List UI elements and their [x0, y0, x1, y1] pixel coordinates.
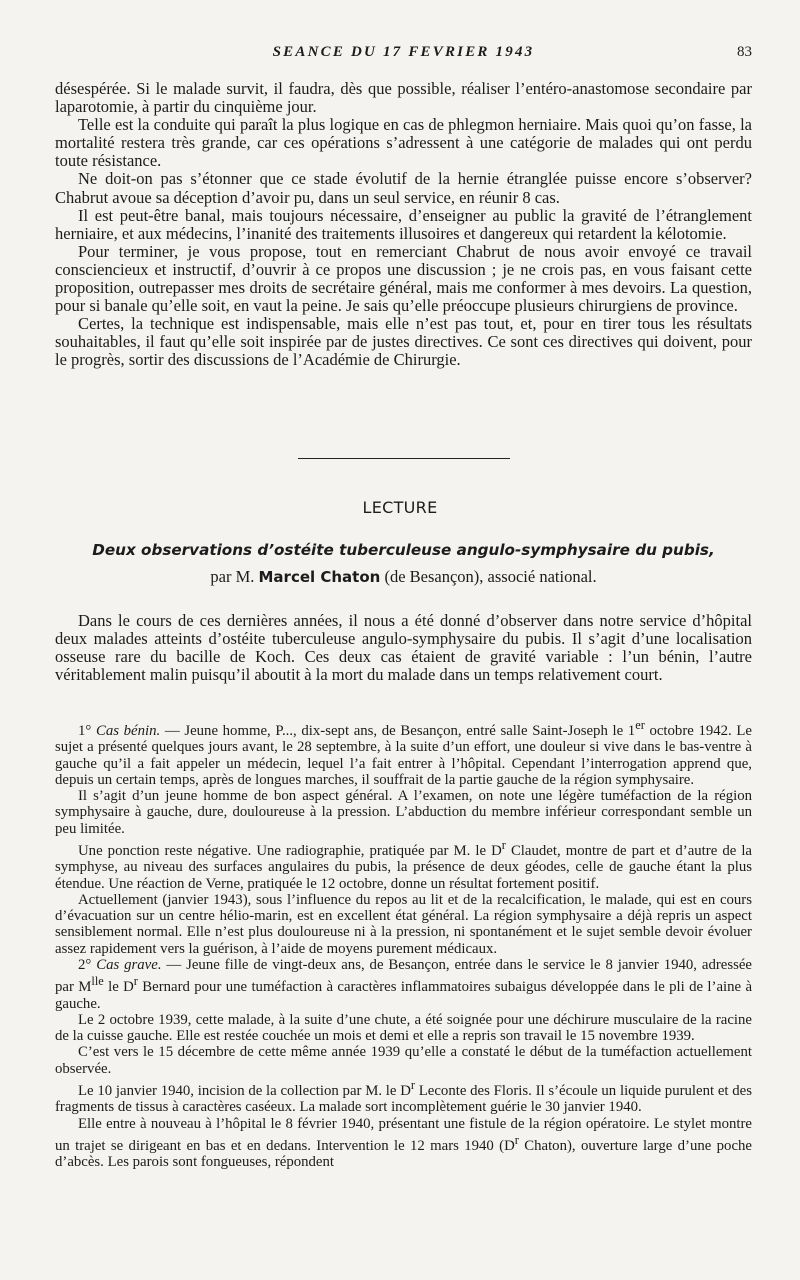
case-reports	[55, 717, 752, 1170]
superscript: r	[133, 974, 138, 989]
case2-number: 2°	[78, 957, 92, 973]
text-run: Le 10 janvier 1940, incision de la collection par M. le D	[78, 1082, 411, 1099]
paragraph: Telle est la conduite qui paraît la plus logique en cas de phlegmon herniaire. Mais quoi qu’on fasse, la mortalité restera très grande, car ces opérations s’adressent à une catégorie de malades qui ont perdu toute résistance.	[55, 115, 752, 171]
text-run: Leconte des Floris. Il s’écoule un liquide purulent et des fragments de tissus à caractères caséeux. La malade sort incomplètement guérie le 30 janvier 1940.	[55, 1082, 752, 1116]
case1-paragraph	[55, 837, 752, 892]
case2-paragraph	[55, 1116, 752, 1171]
case1-paragraph: Il s’agit d’un jeune homme de bon aspect général. A l’examen, on note une légère tuméfaction de la région symphysaire à gauche, dure, douloureuse à la pression. L’abduction du membre inférieur correspondant semble un peu limitée.	[55, 788, 752, 837]
text-run: Chaton), ouverture large d’une poche d’abcès. Les parois sont fongueuses, répondent	[55, 1137, 752, 1171]
superscript: lle	[91, 974, 104, 989]
superscript: r	[501, 838, 506, 852]
case1-label: Cas bénin.	[95, 722, 161, 739]
superscript: er	[635, 718, 645, 732]
case2-paragraph: C’est vers le 15 décembre de cette même année 1939 qu’elle a constaté le début de la tuméfaction actuellement observée.	[55, 1044, 752, 1077]
case1-paragraph: Actuellement (janvier 1943), sous l’influence du repos au lit et de la recalcification, le malade, qui est en cours d’évacuation sur un centre hélio-marin, est en excellent état général. La région symphysaire a déjà repris un aspect sensiblement normal. Elle n’est plus douloureuse ni à la pression, ni spontanément et le sujet semble devoir évoluer assez rapidement vers la guérison, à l’aide de moyens purement médicaux.	[55, 891, 752, 957]
paragraph: désespérée. Si le malade survit, il faudra, dès que possible, réaliser l’entéro-anastomose secondaire par laparotomie, à partir du cinquième jour.	[55, 79, 752, 117]
text-run: Elle entre à nouveau à l’hôpital le 8 février 1940, présentant une fistule de la région opératoire. Le stylet montre un trajet se dirigeant en bas et en dedans. Intervention le 12 mars 1940 (D	[55, 1115, 752, 1154]
paragraph: Il est peut-être banal, mais toujours nécessaire, d’enseigner au public la gravité de l’étranglement herniaire, et aux médecins, l’inanité des traitements illusoires et dangereux qui retardent la kélotomie.	[55, 205, 752, 243]
intro-paragraph: Dans le cours de ces dernières années, il nous a été donné d’observer dans notre service d’hôpital deux malades atteints d’ostéite tuberculeuse angulo-symphysaire du pubis. Il s’agit d’une localisation osseuse rare du bacille de Koch. Ces deux cas étaient de gravité variable : l’un bénin, l’autre véritablement malin puisqu’il aboutit à la mort du malade dans un temps relativement court.	[55, 611, 752, 685]
section-heading: LECTURE	[362, 498, 438, 517]
paragraph: Certes, la technique est indispensable, mais elle n’est pas tout, et, pour en tirer tous les résultats souhaitables, il faut qu’elle soit inspirée par de justes directives. Ce sont ces directives qui doivent, pour le progrès, sortir des discussions de l’Académie de Chirurgie.	[55, 314, 752, 370]
running-header	[55, 44, 752, 66]
report-conclusion-text	[55, 80, 752, 370]
text-run: Bernard pour une tuméfaction à caractères inflammatoires subaigus développée dans le pli de l’aine à gauche.	[55, 979, 753, 1012]
article-title: Deux observations d’ostéite tuberculeuse angulo-symphysaire du pubis,	[92, 541, 715, 559]
superscript: r	[410, 1078, 416, 1092]
text-run: — Jeune fille de vingt-deux ans, de Besançon, entrée dans le service le 8 janvier 1940, adressée par M	[55, 957, 752, 996]
paragraph: Pour terminer, je vous propose, tout en remerciant Chabrut de nous avoir envoyé ce travail consciencieux et instructif, d’ouvrir à ce propos une discussion ; je ne crois pas, en vous faisant cette proposition, outrepasser mes droits de secrétaire général, mais me conformer à mes devoirs. La question, pour si banale qu’elle soit, en vaut la peine. Je sais qu’elle préoccupe plusieurs chirurgiens de province.	[55, 241, 752, 316]
case1-number: 1°	[78, 722, 92, 739]
article-intro	[55, 612, 752, 684]
text-run: Claudet, montre de part et d’autre de la symphyse, au niveau des surfaces angulaires du pubis, la présence de deux géodes, celle de gauche étant la plus étendue. Une réaction de Verne, pratiquée le 12 octobre, donne un résultat fortement positif.	[55, 842, 752, 892]
author-affiliation: (de Besançon), associé national.	[384, 567, 597, 586]
author-name: Marcel Chaton	[258, 568, 381, 586]
text-run: — Jeune homme, P..., dix-sept ans, de Besançon, entré salle Saint-Joseph le 1	[160, 722, 636, 739]
byline-prefix: par M.	[210, 567, 255, 586]
running-title: SEANCE DU 17 FEVRIER 1943	[272, 44, 535, 60]
paragraph: Ne doit-on pas s’étonner que ce stade évolutif de la hernie étranglée puisse encore s’observer? Chabrut avoue sa déception d’avoir pu, dans un seul service, en réunir 8 cas.	[55, 169, 752, 207]
case1-paragraph	[55, 717, 752, 788]
case2-label: Cas grave.	[96, 957, 162, 973]
text-run: le D	[103, 979, 134, 996]
case2-paragraph: Le 2 octobre 1939, cette malade, à la suite d’une chute, a été soignée pour une déchirure musculaire de la racine de la cuisse gauche. Elle est restée couchée un mois et demi et elle a repris son travail le 15 novembre 1939.	[55, 1011, 752, 1045]
text-run: Une ponction reste négative. Une radiographie, pratiquée par M. le D	[78, 842, 502, 859]
section-divider	[298, 458, 510, 459]
text-run: octobre 1942. Le sujet a présenté quelques jours avant, le 28 septembre, à la suite d’un effort, une douleur si vive dans le bas-ventre à gauche qu’il a fait appeler un médecin, lequel l’a fait entrer à l’hôpital. Cependant l’interrogation apprend que, depuis un certain temps, après de longues marches, il souffrait de la partie gauche de la région symphysaire.	[55, 722, 752, 788]
superscript: r	[514, 1132, 519, 1147]
article-byline	[55, 567, 752, 587]
case2-paragraph	[55, 957, 752, 1012]
case2-paragraph	[55, 1077, 752, 1116]
page-number: 83	[737, 44, 752, 60]
